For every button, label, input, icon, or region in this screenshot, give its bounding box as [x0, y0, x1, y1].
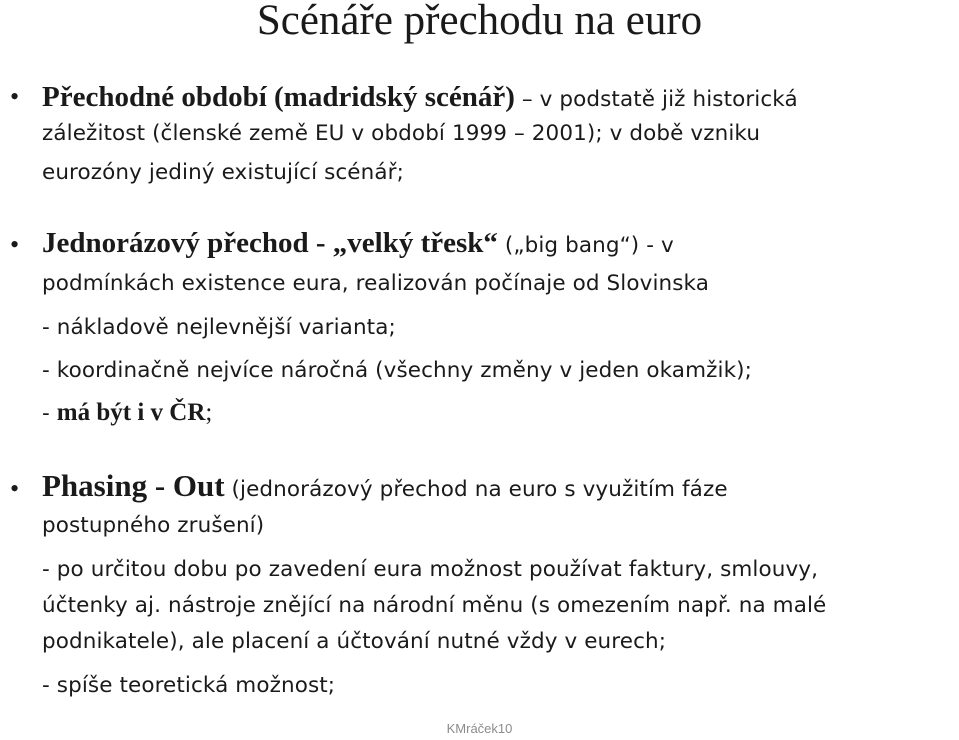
bullet-3-heading-line	[42, 468, 728, 505]
bullet-2-heading: Jednorázový přechod - „velký třesk“	[42, 227, 498, 259]
bullet-2-line: - nákladově nejlevnější varianta;	[42, 315, 396, 340]
bullet-marker: •	[10, 474, 20, 503]
bullet-3-line: - spíše teoretická možnost;	[42, 673, 336, 698]
bullet-1-line: záležitost (členské země EU v období 1999 – 2001); v době vzniku	[42, 121, 761, 146]
bullet-2-heading-tail: („big bang“) - v	[497, 233, 674, 258]
bullet-2-last-bold: má být i v ČR	[56, 399, 206, 426]
bullet-3-heading: Phasing - Out	[42, 468, 225, 503]
bullet-marker: •	[10, 82, 20, 111]
bullet-1-heading: Přechodné období (madridský scénář)	[42, 81, 515, 113]
bullet-3-line: - po určitou dobu po zavedení eura možnost používat faktury, smlouvy,	[42, 557, 819, 582]
bullet-3-line: postupného zrušení)	[42, 513, 265, 538]
bullet-2-last-line	[42, 398, 212, 429]
bullet-1-heading-line	[42, 82, 798, 115]
bullet-2-heading-line	[42, 228, 674, 261]
slide-footer: KMráček10	[446, 721, 513, 736]
bullet-3-line: podnikatele), ale placení a účtování nutné vždy v eurech;	[42, 629, 667, 654]
bullet-2-line: podmínkách existence eura, realizován počínaje od Slovinska	[42, 271, 710, 296]
bullet-2-line: - koordinačně nejvíce náročná (všechny změny v jeden okamžik);	[42, 358, 752, 383]
bullet-3-line: účtenky aj. nástroje znějící na národní měnu (s omezením např. na malé	[42, 593, 827, 618]
bullet-marker: •	[10, 230, 20, 259]
slide-title: Scénáře přechodu na euro	[256, 0, 703, 44]
bullet-3-heading-tail: (jednorázový přechod na euro s využitím fáze	[224, 477, 728, 502]
bullet-1-line: eurozóny jediný existující scénář;	[42, 160, 404, 185]
bullet-2-last-suffix: ;	[205, 399, 213, 426]
bullet-2-last-prefix: -	[42, 401, 57, 426]
bullet-1-heading-tail: – v podstatě již historická	[514, 87, 798, 112]
